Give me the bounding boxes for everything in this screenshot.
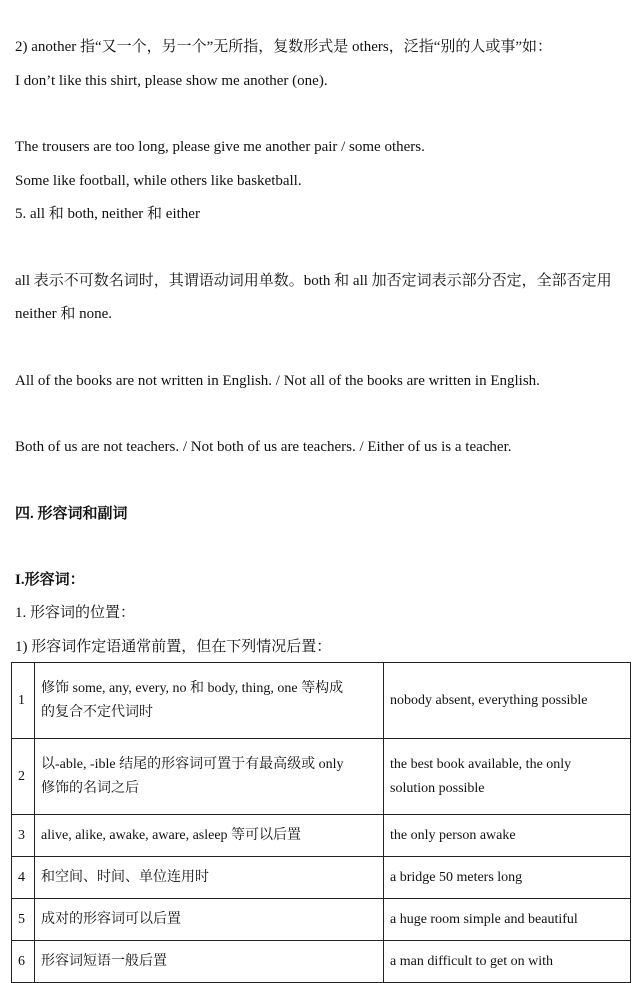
section-heading-all-both: 5. all 和 both, neither 和 either bbox=[15, 206, 200, 222]
section-heading-adjectives-adverbs: 四. 形容词和副词 bbox=[15, 506, 128, 522]
example-text: solution possible bbox=[390, 780, 485, 796]
row-number: 4 bbox=[12, 857, 35, 899]
row-number: 2 bbox=[12, 739, 35, 815]
rule-text: 和空间、时间、单位连用时 bbox=[41, 869, 209, 885]
rule-cell bbox=[35, 815, 384, 857]
example-cell bbox=[384, 663, 631, 739]
line-all-explanation-cont: neither 和 none. bbox=[15, 306, 113, 322]
row-number: 5 bbox=[12, 899, 35, 941]
example-text: a huge room simple and beautiful bbox=[390, 911, 578, 927]
example-cell bbox=[384, 815, 631, 857]
example-text: nobody absent, everything possible bbox=[390, 692, 588, 708]
row-number: 1 bbox=[12, 663, 35, 739]
example-cell bbox=[384, 941, 631, 983]
rule-text: 以-able, -ible 结尾的形容词可置于有最高级或 only bbox=[41, 756, 344, 772]
line-example-books: All of the books are not written in English. / Not all of the books are written in English. bbox=[15, 373, 540, 389]
example-cell bbox=[384, 857, 631, 899]
table-row bbox=[12, 815, 631, 857]
line-example-shirt: I don’t like this shirt, please show me another (one). bbox=[15, 73, 328, 89]
line-example-teachers: Both of us are not teachers. / Not both of us are teachers. / Either of us is a teacher. bbox=[15, 439, 512, 455]
example-text: a man difficult to get on with bbox=[390, 953, 554, 969]
row-number: 6 bbox=[12, 941, 35, 983]
line-example-football: Some like football, while others like basketball. bbox=[15, 173, 302, 189]
rule-cell bbox=[35, 899, 384, 941]
rule-text: alive, alike, awake, aware, asleep 等可以后置 bbox=[41, 827, 302, 843]
example-text: the best book available, the only bbox=[390, 756, 572, 772]
example-text: the only person awake bbox=[390, 827, 516, 843]
rule-text: 的复合不定代词时 bbox=[41, 704, 153, 720]
subheading-adjective-position: 1. 形容词的位置： bbox=[15, 605, 136, 621]
table-row bbox=[12, 941, 631, 983]
rule-text: 形容词短语一般后置 bbox=[41, 953, 167, 969]
rule-text: 修饰 some, any, every, no 和 body, thing, one 等构成 bbox=[41, 680, 344, 696]
rule-cell bbox=[35, 857, 384, 899]
example-text: a bridge 50 meters long bbox=[390, 869, 523, 885]
line-another-definition: 2) another 指“又一个，另一个”无所指，复数形式是 others，泛指“别的人或事”如： bbox=[15, 39, 553, 55]
table-row bbox=[12, 739, 631, 815]
line-example-trousers: The trousers are too long, please give me another pair / some others. bbox=[15, 139, 425, 155]
rule-cell bbox=[35, 739, 384, 815]
rule-cell bbox=[35, 663, 384, 739]
example-cell bbox=[384, 899, 631, 941]
table-row bbox=[12, 899, 631, 941]
rule-text: 修饰的名词之后 bbox=[41, 780, 139, 796]
rule-text: 成对的形容词可以后置 bbox=[41, 911, 181, 927]
line-all-explanation: all 表示不可数名词时，其谓语动词用单数。both 和 all 加否定词表示部分否定，全部否定用 bbox=[15, 273, 612, 289]
subheading-adjectives: I.形容词： bbox=[15, 572, 85, 588]
rule-cell bbox=[35, 941, 384, 983]
line-adjective-postposition-rule: 1) 形容词作定语通常前置，但在下列情况后置： bbox=[15, 639, 332, 655]
table-row bbox=[12, 857, 631, 899]
example-cell bbox=[384, 739, 631, 815]
table-row bbox=[12, 663, 631, 739]
adjective-postposition-table bbox=[11, 662, 631, 983]
row-number: 3 bbox=[12, 815, 35, 857]
